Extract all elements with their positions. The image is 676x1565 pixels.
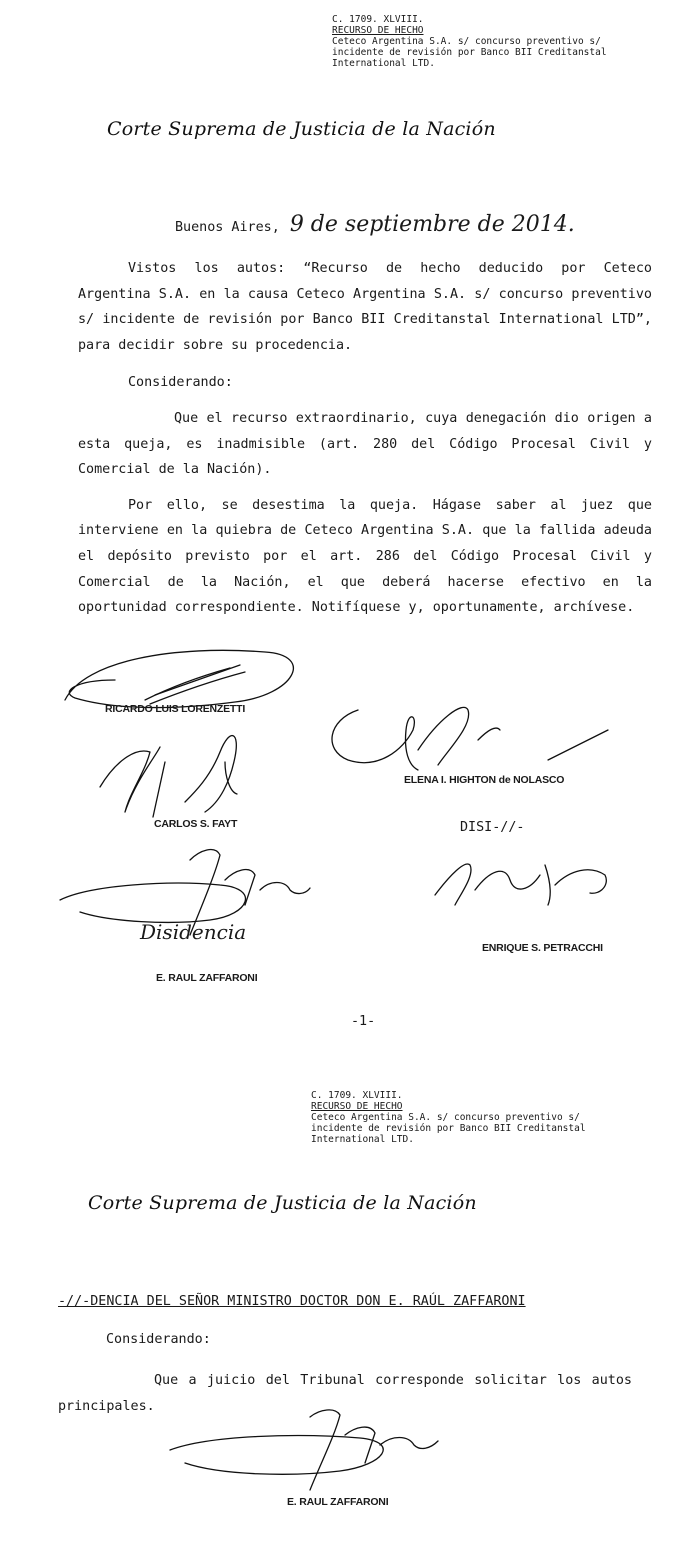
name-zaffaroni: E. RAUL ZAFFARONI [287,1496,389,1508]
case-header [311,1090,651,1145]
name-lorenzetti: RICARDO LUIS LORENZETTI [105,703,246,715]
decision-body [78,256,652,621]
signature-zaffaroni [160,1405,460,1495]
handwritten-date: 9 de septiembre de 2014. [289,212,575,237]
que-paragraph: Que a juicio del Tribunal corresponde solicitar los autos principales. [58,1373,632,1414]
case-caption-line: incidente de revisión por Banco BII Creditanstal [332,47,607,58]
case-caption-line: International LTD. [332,58,435,69]
name-petracchi: ENRIQUE S. PETRACCHI [482,942,603,954]
case-number: C. 1709. XLVIII. [332,14,424,25]
considerando-heading: Considerando: [106,1332,211,1347]
que-paragraph: Que el recurso extraordinario, cuya denegación dio origen a esta queja, es inadmisible (art. 280 del Código Procesal Civil y Comercial de la Nación). [78,410,652,478]
vistos-paragraph: Vistos los autos: “Recurso de hecho deducido por Ceteco Argentina S.A. en la causa Ceteco Argentina S.A. s/ concurso preventivo s/ incidente de revisión por Banco BII Creditanstal International LTD”, para decidir sobre su procedencia. [78,261,652,353]
considerando-heading: Considerando: [128,375,233,391]
name-highton: ELENA I. HIGHTON de NOLASCO [404,774,565,786]
case-number: C. 1709. XLVIII. [311,1090,403,1101]
dissent-note: DISI-//- [460,820,525,835]
signature-petracchi [430,845,620,915]
case-type: RECURSO DE HECHO [332,25,424,36]
por-ello-paragraph: Por ello, se desestima la queja. Hágase saber al juez que interviene en la quiebra de Ceteco Argentina S.A. que la fallida adeuda el depósito previsto por el art. 286 del Código Procesal Civil y Comercial de la Nación, el que deberá hacerse efectivo en la oportunidad correspondiente. Notifíquese y, oportunamente, archívese. [78,497,652,616]
case-caption-line: Ceteco Argentina S.A. s/ concurso preventivo s/ [332,36,601,47]
case-header [332,14,662,69]
name-zaffaroni: E. RAUL ZAFFARONI [156,972,258,984]
date-line [175,212,575,237]
handwritten-disidencia: Disidencia [140,920,247,944]
case-type: RECURSO DE HECHO [311,1101,403,1112]
court-name: Corte Suprema de Justicia de la Nación [107,118,496,140]
signature-fayt [95,722,255,822]
name-fayt: CARLOS S. FAYT [154,818,238,830]
court-name: Corte Suprema de Justicia de la Nación [88,1192,477,1214]
signature-highton [318,690,618,780]
case-caption-line: International LTD. [311,1134,414,1145]
page-number: -1- [351,1014,376,1029]
dissent-title: -//-DENCIA DEL SEÑOR MINISTRO DOCTOR DON E. RAÚL ZAFFARONI [58,1294,526,1309]
date-prefix: Buenos Aires, [175,220,280,235]
case-caption-line: incidente de revisión por Banco BII Creditanstal [311,1123,586,1134]
case-caption-line: Ceteco Argentina S.A. s/ concurso preventivo s/ [311,1112,580,1123]
